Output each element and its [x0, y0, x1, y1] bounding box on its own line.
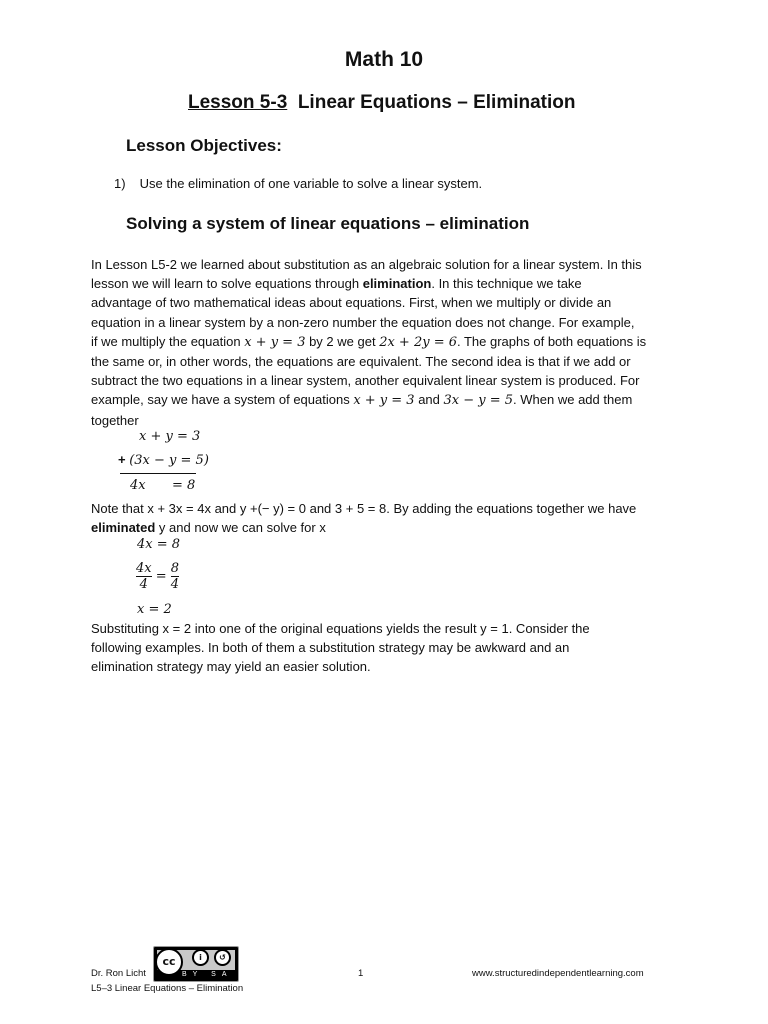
solve-step-2: [136, 561, 179, 592]
para1-line: subtract the two equations in a linear system, another equivalent linear system is produced. For: [91, 373, 640, 389]
para1-line: the same or, in other words, the equations are equivalent. The second idea is that if we add or: [91, 354, 631, 370]
objectives-heading: Lesson Objectives:: [126, 136, 282, 155]
para3-line: Substituting x = 2 into one of the original equations yields the result y = 1. Consider the: [91, 621, 590, 636]
objective-text: Use the elimination of one variable to solve a linear system.: [139, 176, 483, 191]
equation-inline: x + y = 3: [353, 393, 415, 409]
cc-license-badge[interactable]: [153, 946, 239, 982]
para3-line: elimination strategy may yield an easier solution.: [91, 659, 371, 675]
section-heading: Solving a system of linear equations – elimination: [126, 214, 530, 233]
para1-line: [91, 332, 691, 352]
numerator: 4x: [136, 561, 152, 576]
text: . When we add them: [513, 392, 633, 408]
addition-result-right: = 8: [172, 478, 196, 493]
objective-number: 1): [114, 176, 126, 191]
intro-paragraph: [91, 255, 691, 430]
eliminated-term: eliminated: [91, 520, 156, 536]
lesson-number: Lesson 5-3: [188, 92, 288, 113]
page-title: Math 10: [344, 48, 424, 71]
solve-step-1: 4x = 8: [137, 537, 181, 552]
page-number: 1: [358, 968, 364, 979]
elimination-term: elimination: [362, 276, 432, 292]
para1-line: [91, 390, 691, 410]
para2-line: Note that x + 3x = 4x and y +(− y) = 0 and 3 + 5 = 8. By adding the equations together we have: [91, 501, 637, 516]
denominator: 4: [139, 577, 148, 592]
text: . The graphs of both equations is: [457, 333, 647, 349]
plus-sign: +: [118, 452, 130, 467]
cc-icon: cc: [155, 948, 183, 976]
text: if we multiply the equation: [91, 333, 245, 349]
para1-line: [91, 274, 691, 293]
text: . In this technique we take: [431, 276, 582, 292]
text: lesson we will learn to solve equations through: [91, 276, 363, 292]
sum-line: [120, 473, 196, 474]
addition-result-left: 4x: [130, 478, 146, 493]
text: y and now we can solve for x: [155, 520, 326, 536]
footer-author: Dr. Ron Licht: [91, 968, 146, 979]
numerator: 8: [170, 561, 180, 576]
share-alike-icon: ↺: [214, 949, 231, 966]
text: by 2 we get: [305, 333, 380, 349]
text: and: [414, 392, 444, 408]
conclusion-paragraph: [91, 619, 691, 677]
equation-inline: 2x + 2y = 6: [379, 334, 457, 350]
objective-item: [114, 176, 482, 191]
denominator: 4: [170, 577, 180, 592]
fraction-right: [171, 561, 179, 592]
text: example, say we have a system of equations: [91, 392, 354, 408]
addition-row-1: x + y = 3: [139, 429, 201, 444]
equals-sign: =: [155, 569, 167, 584]
para1-line: In Lesson L5-2 we learned about substitution as an algebraic solution for a linear system. In this: [91, 257, 642, 272]
footer-url[interactable]: www.structuredindependentlearning.com: [472, 968, 644, 979]
solve-step-3: x = 2: [137, 602, 172, 617]
note-paragraph: [91, 499, 691, 537]
para3-line: following examples. In both of them a substitution strategy may be awkward and an: [91, 640, 570, 656]
para1-line: equation in a linear system by a non-zero number the equation does not change. For example,: [91, 314, 635, 330]
para1-line: together: [91, 412, 139, 428]
equation: (3x − y = 5): [129, 453, 209, 468]
equation-inline: 3x − y = 5: [443, 393, 514, 409]
lesson-title: [188, 92, 575, 114]
para2-line: [91, 518, 691, 537]
footer-lesson: L5–3 Linear Equations – Elimination: [91, 983, 244, 994]
by-label: BY: [182, 971, 204, 978]
badge-labels: [182, 971, 233, 978]
fraction-left: [136, 561, 152, 592]
equation-inline: x + y = 3: [244, 334, 306, 350]
sa-label: SA: [211, 971, 233, 978]
attribution-icon: i: [192, 949, 209, 966]
addition-row-2: [118, 452, 209, 468]
para1-line: advantage of two mathematical ideas about equations. First, when we multiply or divide an: [91, 295, 612, 311]
lesson-name: Linear Equations – Elimination: [297, 92, 576, 113]
